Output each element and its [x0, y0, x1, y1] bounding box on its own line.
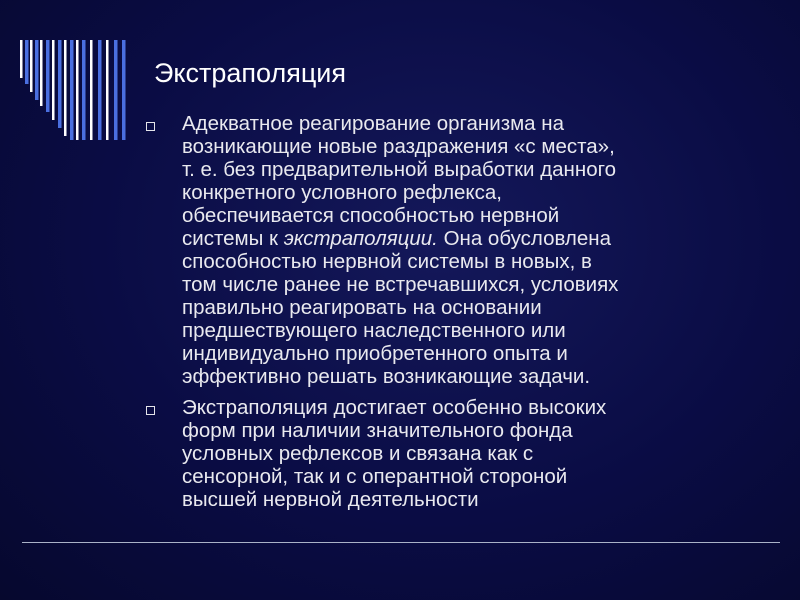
bullet-line: т. е. без предварительной выработки данного [182, 158, 617, 181]
bullet-line: эффективно решать возникающие задачи. [182, 365, 591, 388]
decorative-stripe [114, 40, 118, 140]
bullet-list [146, 112, 786, 519]
decorative-stripe [122, 40, 126, 140]
bullet-line-part: системы к [182, 227, 284, 250]
decorative-stripe [30, 40, 33, 92]
bullet-line: том числе ранее не встречавшихся, условиях [182, 273, 619, 296]
bullet-line: правильно реагировать на основании [182, 296, 542, 319]
bullet-line: обеспечивается способностью нервной [182, 204, 560, 227]
decorative-stripe [20, 40, 23, 78]
slide-title: Экстраполяция [154, 58, 347, 88]
bullet-line: сенсорной, так и с оперантной стороной [182, 465, 568, 488]
decorative-stripe [52, 40, 55, 120]
bullet-line [182, 227, 786, 250]
decorative-stripe [98, 40, 102, 140]
decorative-stripe [40, 40, 43, 106]
decorative-stripe [35, 40, 39, 100]
bullet-line: форм при наличии значительного фонда [182, 419, 573, 442]
decorative-stripe [76, 40, 79, 140]
bullet-line: Экстраполяция достигает особенно высоких [182, 396, 607, 419]
bullet-line-part: Она обусловлена [437, 227, 611, 250]
bullet-line: конкретного условного рефлекса, [182, 181, 502, 204]
bullet-line: Адекватное реагирование организма на [182, 112, 565, 135]
bullet-line: способностью нервной системы в новых, в [182, 250, 592, 273]
hollow-square-bullet-icon [146, 122, 155, 131]
italic-term: экстраполяции. [283, 227, 438, 250]
horizontal-rule [22, 542, 780, 543]
decorative-stripe [70, 40, 74, 140]
decorative-stripes [0, 0, 140, 140]
decorative-stripe [58, 40, 62, 128]
bullet-item-1 [146, 112, 786, 388]
decorative-stripe [82, 40, 86, 140]
bullet-line: условных рефлексов и связана как с [182, 442, 534, 465]
decorative-stripe [106, 40, 109, 140]
bullet-line: предшествующего наследственного или [182, 319, 566, 342]
bullet-line: возникающие новые раздражения «с места», [182, 135, 615, 158]
bullet-item-2 [146, 396, 786, 511]
bullet-line: индивидуально приобретенного опыта и [182, 342, 568, 365]
decorative-stripe [64, 40, 67, 136]
decorative-stripe [25, 40, 29, 84]
hollow-square-bullet-icon [146, 406, 155, 415]
decorative-stripe [90, 40, 93, 140]
bullet-line: высшей нервной деятельности [182, 488, 479, 511]
decorative-stripe [46, 40, 50, 112]
